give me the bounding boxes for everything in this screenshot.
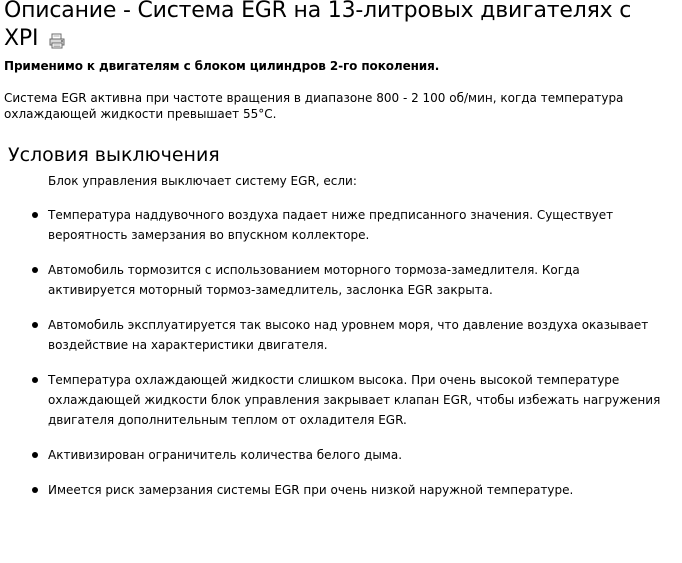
bullet-icon xyxy=(32,452,38,458)
bullet-icon xyxy=(32,267,38,273)
page-title xyxy=(4,0,664,53)
list-item xyxy=(0,480,682,500)
list-item-text: Активизирован ограничитель количества белого дыма. xyxy=(48,448,403,462)
page-title-text: Описание - Система EGR на 13-литровых двигателях с XPI xyxy=(4,0,632,51)
list-item-text: Автомобиль тормозится с использованием моторного тормоза-замедлителя. Когда активируется моторный тормоз-замедлитель, заслонка EGR закрыта. xyxy=(48,263,580,297)
list-item xyxy=(0,370,682,430)
list-item xyxy=(0,260,682,300)
bullet-icon xyxy=(32,487,38,493)
shutdown-conditions-list xyxy=(0,205,682,515)
bullet-icon xyxy=(32,377,38,383)
section-lead: Блок управления выключает систему EGR, если: xyxy=(48,174,357,188)
list-item-text: Температура охлаждающей жидкости слишком высока. При очень высокой температуре охлаждающей жидкости блок управления закрывает клапан EGR, чтобы избежать нагружения двигателя дополнительным теплом от охладителя EGR. xyxy=(48,373,661,427)
list-item-text: Имеется риск замерзания системы EGR при очень низкой наружной температуре. xyxy=(48,483,574,497)
printer-icon[interactable] xyxy=(48,29,66,45)
list-item xyxy=(0,315,682,355)
list-item-text: Автомобиль эксплуатируется так высоко над уровнем моря, что давление воздуха оказывает воздействие на характеристики двигателя. xyxy=(48,318,649,352)
bullet-icon xyxy=(32,212,38,218)
bullet-icon xyxy=(32,322,38,328)
applicability-note: Применимо к двигателям с блоком цилиндров 2-го поколения. xyxy=(4,59,440,73)
list-item xyxy=(0,205,682,245)
section-heading: Условия выключения xyxy=(8,144,220,166)
list-item xyxy=(0,445,682,465)
intro-paragraph: Система EGR активна при частоте вращения в диапазоне 800 - 2 100 об/мин, когда температура охлаждающей жидкости превышает 55°C. xyxy=(4,91,624,121)
list-item-text: Температура наддувочного воздуха падает ниже предписанного значения. Существует вероятность замерзания во впускном коллекторе. xyxy=(48,208,614,242)
